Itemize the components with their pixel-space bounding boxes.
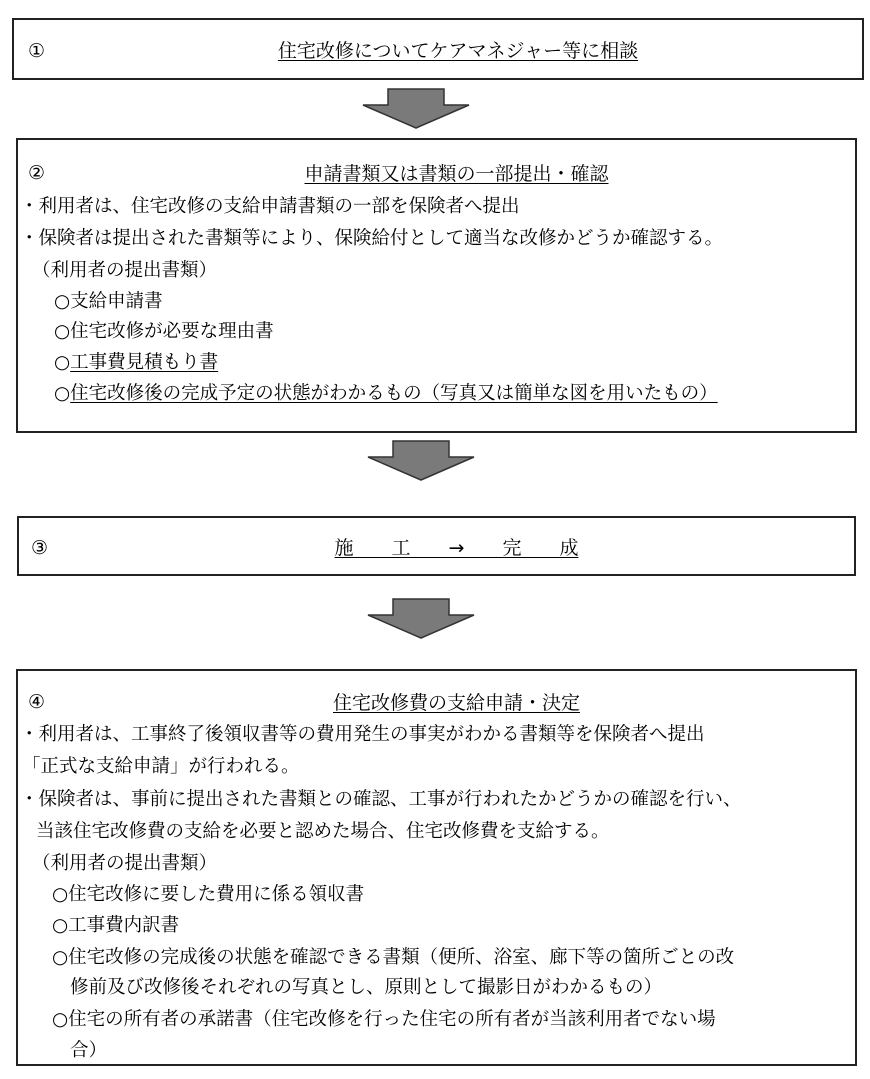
step4-doc-item-cont: 修前及び改修後それぞれの写真とし、原則として撮影日がわかるもの） <box>70 977 663 998</box>
step4-line: 「正式な支給申請」が行われる。 <box>22 756 300 777</box>
down-arrow-icon <box>366 440 476 482</box>
step4-doc-item: ○住宅改修の完成後の状態を確認できる書類（便所、浴室、廊下等の箇所ごとの改 <box>52 947 735 968</box>
step4-doc-item: ○住宅改修に要した費用に係る領収書 <box>52 884 365 905</box>
step1-number: ① <box>28 40 46 62</box>
down-arrow-icon <box>366 598 476 640</box>
step2-doc-item: ○住宅改修が必要な理由書 <box>54 321 274 342</box>
step2-title: 申請書類又は書類の一部提出・確認 <box>304 163 609 185</box>
step3-title: 施 工 → 完 成 <box>334 537 579 559</box>
circle-bullet: ○ <box>54 383 71 404</box>
estimate-doc-label: 工事費見積もり書 <box>70 352 219 373</box>
step2-bullet-2: ・保険者は提出された書類等により、保険給付として適当な改修かどうか確認する。 <box>20 228 724 249</box>
step4-title: 住宅改修費の支給申請・決定 <box>332 692 580 714</box>
step3-number: ③ <box>31 537 49 559</box>
step4-doc-item-cont: 合） <box>70 1040 108 1061</box>
step2-box <box>16 138 857 433</box>
step4-doc-item: ○住宅の所有者の承諾書（住宅改修を行った住宅の所有者が当該利用者でない場 <box>52 1009 716 1030</box>
step1-box <box>12 18 864 80</box>
step2-doc-item <box>54 351 218 375</box>
step4-number: ④ <box>28 691 46 713</box>
step2-doc-item: ○支給申請書 <box>54 291 163 312</box>
step3-box <box>17 516 856 576</box>
circle-bullet: ○ <box>54 352 71 373</box>
step2-doc-item <box>54 382 718 406</box>
planned-state-doc-label: 住宅改修後の完成予定の状態がわかるもの（写真又は簡単な図を用いたもの） <box>70 383 718 404</box>
step4-docs-heading: （利用者の提出書類） <box>32 853 218 874</box>
step4-box <box>16 669 857 1066</box>
down-arrow-icon <box>361 88 471 130</box>
step2-bullet-1: ・利用者は、住宅改修の支給申請書類の一部を保険者へ提出 <box>20 196 520 217</box>
step2-number: ② <box>28 162 46 184</box>
step4-line: ・保険者は、事前に提出された書類との確認、工事が行われたかどうかの確認を行い、 <box>20 789 742 810</box>
step1-title: 住宅改修についてケアマネジャー等に相談 <box>277 40 639 62</box>
step4-doc-item: ○工事費内訳書 <box>52 915 180 936</box>
step4-line: 当該住宅改修費の支給を必要と認めた場合、住宅改修費を支給する。 <box>36 821 610 842</box>
step2-docs-heading: （利用者の提出書類） <box>32 260 218 281</box>
step4-line: ・利用者は、工事終了後領収書等の費用発生の事実がわかる書類等を保険者へ提出 <box>20 724 705 745</box>
